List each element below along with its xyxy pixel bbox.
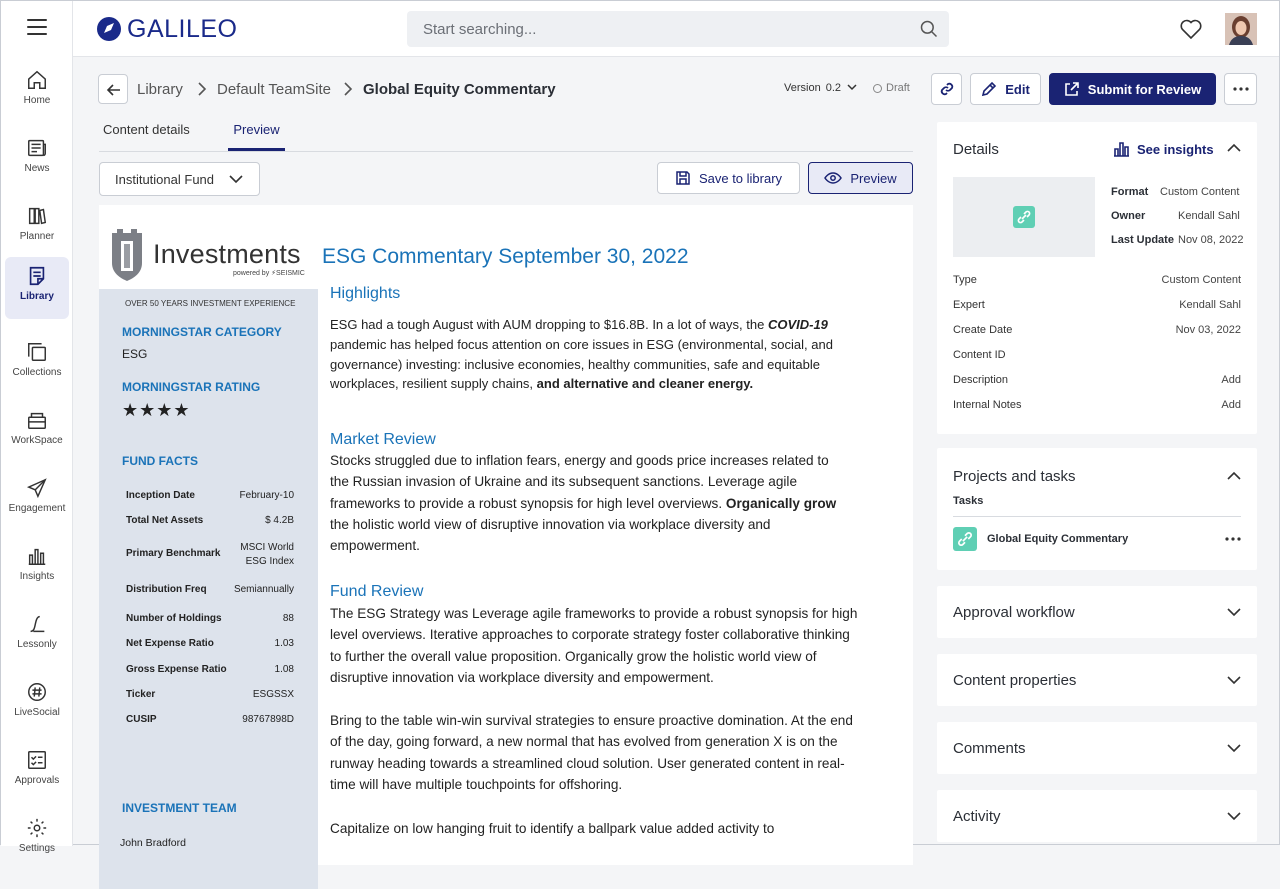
edit-label: Edit	[1005, 81, 1030, 97]
galileo-logo-icon	[97, 17, 121, 41]
audience-select-value: Institutional Fund	[115, 172, 215, 187]
news-icon	[26, 137, 48, 159]
nav-livesocial[interactable]	[5, 673, 69, 735]
add-internal-notes-link[interactable]: Add	[1221, 399, 1241, 411]
fund-review-paragraph: The ESG Strategy was Leverage agile frameworks to provide a robust synopsis for high level overviews. Iterative approaches to corporate strategy foster collaborative thinking to further the overall value proposition. Organically grow the holistic world view of disruptive innovation via workplace diversity and empowerment.	[330, 606, 858, 685]
fact-value: 98767898D	[242, 714, 294, 725]
approval-workflow-section[interactable]	[937, 586, 1257, 638]
engagement-icon	[26, 477, 48, 499]
nav-label: Library	[20, 291, 54, 302]
text-run-bold: Organically grow	[725, 495, 837, 511]
powered-by: powered by ⚡SEISMIC	[233, 270, 305, 277]
highlights-paragraph	[330, 315, 860, 394]
fact-value: ESGSSX	[252, 689, 294, 700]
tasks-label: Tasks	[953, 495, 984, 507]
breadcrumb-current: Global Equity Commentary	[363, 81, 556, 98]
audience-select[interactable]	[99, 162, 260, 196]
document-preview	[99, 205, 913, 865]
text-run-bold: and alternative and cleaner energy.	[536, 376, 754, 392]
fact-value: February-10	[239, 490, 294, 501]
nav-label: WorkSpace	[11, 435, 63, 446]
fund-review-paragraph: Bring to the table win-win survival strategies to ensure proactive domination. At the end of the day, going forward, a new normal that has evolved from generation X is on the runway heading towards a streamlined cloud solution. User generated content in real-time will have multiple touchpoints for offshoring.	[330, 713, 853, 792]
team-member: John Bradford	[120, 837, 186, 849]
section-title: Content properties	[953, 672, 1077, 689]
status-badge	[873, 82, 910, 94]
shield-logo-icon	[109, 227, 145, 281]
highlights-heading: Highlights	[330, 285, 401, 302]
market-review-paragraph	[330, 450, 840, 556]
activity-section[interactable]	[937, 790, 1257, 842]
detail-key: Create Date	[953, 324, 1013, 336]
details-card	[937, 122, 1257, 434]
see-insights-label: See insights	[1137, 141, 1214, 157]
nav-planner[interactable]	[5, 197, 69, 259]
fact-key: Ticker	[126, 689, 156, 700]
livesocial-icon	[26, 681, 48, 703]
chevron-down-icon	[1227, 743, 1241, 753]
nav-lessonly[interactable]	[5, 605, 69, 667]
nav-label: Engagement	[8, 503, 66, 514]
breadcrumb-teamsite[interactable]: Default TeamSite	[217, 81, 331, 98]
chevron-up-icon[interactable]	[1227, 471, 1241, 481]
facts-heading: FUND FACTS	[122, 454, 198, 468]
detail-key: Content ID	[953, 349, 1006, 361]
last-update-key: Last Update	[1111, 234, 1174, 246]
app-name: GALILEO	[127, 14, 238, 43]
app-logo[interactable]	[97, 16, 238, 42]
fact-value: $ 4.2B	[265, 515, 294, 526]
link-content-icon	[1013, 206, 1035, 228]
more-horizontal-icon	[1233, 87, 1249, 91]
category-heading: MORNINGSTAR CATEGORY	[122, 325, 282, 339]
tasks-divider	[953, 516, 1241, 517]
version-label: Version	[784, 82, 821, 94]
save-to-library-button[interactable]	[657, 162, 800, 194]
logo-wordmark: Investments	[153, 239, 301, 269]
nav-label: Lessonly	[17, 639, 57, 650]
task-item[interactable]: Global Equity Commentary	[987, 533, 1129, 545]
detail-key: Type	[953, 274, 977, 286]
planner-icon	[26, 205, 48, 227]
last-update-value: Nov 08, 2022	[1178, 234, 1244, 246]
market-review-heading: Market Review	[330, 431, 436, 448]
owner-key: Owner	[1111, 210, 1146, 222]
detail-key: Internal Notes	[953, 399, 1022, 411]
nav-workspace[interactable]	[5, 401, 69, 463]
search-icon[interactable]	[919, 19, 939, 39]
detail-value: Nov 03, 2022	[1175, 324, 1241, 336]
pencil-icon	[981, 81, 997, 97]
content-thumbnail[interactable]	[953, 177, 1095, 257]
fact-key: Primary Benchmark	[126, 548, 221, 559]
team-heading: INVESTMENT TEAM	[122, 801, 237, 815]
nav-home[interactable]	[5, 61, 69, 123]
tab-preview[interactable]: Preview	[228, 122, 285, 151]
experience-text: OVER 50 YEARS INVESTMENT EXPERIENCE	[125, 299, 296, 308]
submit-label: Submit for Review	[1087, 81, 1202, 97]
collections-icon	[26, 341, 48, 363]
nav-settings[interactable]	[5, 809, 69, 871]
chevron-right-icon	[196, 81, 208, 97]
tab-divider	[99, 151, 913, 152]
settings-icon	[26, 817, 48, 839]
status-text: Draft	[886, 82, 910, 94]
left-nav	[1, 1, 73, 854]
library-icon	[26, 265, 48, 287]
arrow-left-icon	[106, 82, 122, 98]
nav-label: Home	[23, 95, 51, 106]
preview-button[interactable]	[808, 162, 913, 194]
menu-icon[interactable]	[27, 19, 47, 35]
rating-stars: ★★★★	[122, 400, 191, 420]
preview-label: Preview	[850, 170, 897, 186]
format-value: Custom Content	[1160, 186, 1240, 198]
nav-label: Collections	[12, 367, 62, 378]
eye-icon	[824, 172, 842, 184]
chevron-down-icon	[1227, 675, 1241, 685]
chevron-down-icon	[1227, 607, 1241, 617]
fact-key: Gross Expense Ratio	[126, 664, 227, 675]
workspace-icon	[26, 409, 48, 431]
fact-key: Number of Holdings	[126, 613, 222, 624]
chevron-down-icon	[1227, 811, 1241, 821]
back-button[interactable]	[98, 74, 128, 104]
detail-key: Description	[953, 374, 1009, 386]
search-input[interactable]	[407, 11, 907, 47]
details-title: Details	[953, 141, 999, 158]
user-avatar[interactable]	[1225, 13, 1257, 45]
fund-review-paragraph: Capitalize on low hanging fruit to identify a ballpark value added activity to	[330, 821, 775, 836]
insights-icon	[26, 545, 48, 567]
text-run: the holistic world view of disruptive innovation via workplace diversity and empowerment.	[330, 516, 771, 554]
nav-collections[interactable]	[5, 333, 69, 395]
share-out-icon	[1064, 81, 1080, 97]
section-title: Comments	[953, 740, 1026, 757]
save-disk-icon	[675, 170, 691, 186]
fact-value: 1.08	[274, 664, 294, 675]
search-box	[407, 11, 949, 47]
chevron-down-icon	[847, 83, 857, 91]
investments-logo	[109, 227, 309, 285]
task-link-icon	[953, 527, 977, 551]
fact-key: CUSIP	[126, 714, 157, 725]
top-bar	[73, 1, 1279, 57]
draft-circle-icon	[873, 84, 882, 93]
detail-value: Kendall Sahl	[1179, 299, 1241, 311]
approvals-icon	[26, 749, 48, 771]
fund-review-heading: Fund Review	[330, 583, 424, 600]
more-options-button[interactable]	[1224, 73, 1257, 105]
bar-chart-icon	[1113, 141, 1129, 157]
version-value: 0.2	[825, 82, 841, 94]
tab-content-details[interactable]: Content details	[103, 122, 190, 137]
detail-key: Expert	[953, 299, 985, 311]
add-description-link[interactable]: Add	[1221, 374, 1241, 386]
nav-label: Planner	[19, 231, 55, 242]
chevron-up-icon[interactable]	[1227, 143, 1241, 153]
chevron-right-icon	[342, 81, 354, 97]
text-run: ESG had a tough August with AUM dropping to $16.8B. In a lot of ways, the	[330, 317, 768, 332]
home-icon	[26, 69, 48, 91]
nav-label: Approvals	[14, 775, 60, 786]
section-title: Activity	[953, 808, 1001, 825]
favorites-heart-icon[interactable]	[1179, 18, 1203, 40]
text-run-bold: COVID-19	[767, 317, 828, 332]
fact-value: 1.03	[274, 638, 294, 649]
chevron-down-icon	[229, 174, 243, 184]
content-properties-section[interactable]	[937, 654, 1257, 706]
more-horizontal-icon[interactable]	[1225, 537, 1241, 541]
fact-value: 88	[282, 613, 294, 624]
link-icon	[939, 81, 955, 97]
detail-value: Custom Content	[1161, 274, 1241, 286]
fact-value: MSCI World ESG Index	[240, 542, 294, 567]
projects-card	[937, 448, 1257, 570]
comments-section[interactable]	[937, 722, 1257, 774]
nav-insights[interactable]	[5, 537, 69, 599]
document-title: ESG Commentary September 30, 2022	[322, 245, 689, 268]
submit-for-review-button[interactable]	[1049, 73, 1216, 105]
nav-label: News	[24, 163, 50, 174]
fact-key: Distribution Freq	[126, 584, 207, 595]
nav-label: LiveSocial	[14, 707, 60, 718]
lessonly-icon	[26, 613, 48, 635]
text-run: pandemic has helped focus attention on core issues in ESG (environmental, social, and governance) investing: inclusive economies, healthy communities, safe and equitable workplaces, resilient supply chains,	[330, 336, 833, 392]
section-title: Approval workflow	[953, 604, 1075, 621]
fact-value: Semiannually	[233, 584, 294, 595]
category-value: ESG	[122, 347, 148, 361]
format-key: Format	[1111, 186, 1149, 198]
version-selector[interactable]	[784, 82, 857, 94]
nav-label: Insights	[19, 571, 55, 582]
nav-engagement[interactable]	[5, 469, 69, 531]
nav-news[interactable]	[5, 129, 69, 191]
text-run: Stocks struggled due to inflation fears, energy and goods price increases related to the Russian invasion of Ukraine and its subsequent sanctions. Leverage agile frameworks to provide a robust synopsis for high level overviews.	[330, 453, 829, 511]
rating-heading: MORNINGSTAR RATING	[122, 380, 261, 394]
projects-title: Projects and tasks	[953, 468, 1076, 485]
nav-label: Settings	[18, 843, 56, 854]
fact-key: Inception Date	[126, 490, 195, 501]
breadcrumb-library[interactable]: Library	[137, 81, 183, 98]
see-insights-link[interactable]	[1113, 141, 1214, 157]
copy-link-button[interactable]	[931, 73, 962, 105]
fact-key: Net Expense Ratio	[126, 638, 214, 649]
nav-library[interactable]	[5, 257, 69, 319]
owner-value: Kendall Sahl	[1178, 210, 1240, 222]
nav-approvals[interactable]	[5, 741, 69, 803]
edit-button[interactable]	[970, 73, 1041, 105]
fact-key: Total Net Assets	[126, 515, 204, 526]
save-label: Save to library	[698, 170, 783, 186]
